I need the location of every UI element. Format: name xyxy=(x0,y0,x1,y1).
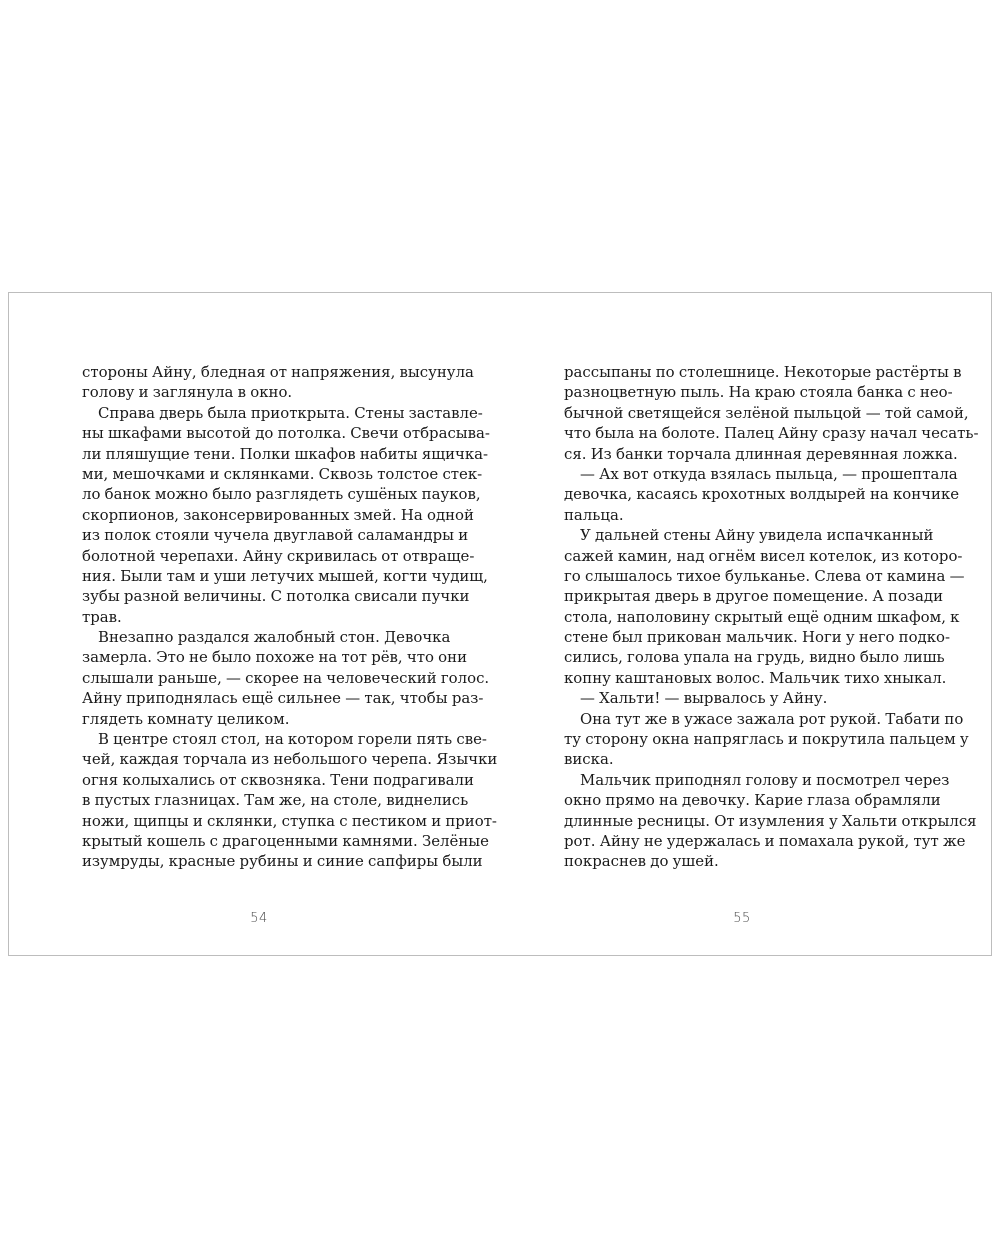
text-line: сажей камин, над огнём висел котелок, из которо- xyxy=(564,546,963,565)
text-line: ножи, щипцы и склянки, ступка с пестиком и приот- xyxy=(82,811,497,830)
text-line: сились, голова упала на грудь, видно было лишь xyxy=(564,648,945,667)
text-line: виска. xyxy=(564,750,614,769)
text-line: ло банок можно было разглядеть сушёных пауков, xyxy=(82,485,481,504)
text-line: ми, мешочками и склянками. Сквозь толстое стек- xyxy=(82,464,483,483)
text-line: Справа дверь была приоткрыта. Стены заставле- xyxy=(98,403,483,422)
text-line: У дальней стены Айну увидела испачканный xyxy=(580,526,934,545)
text-line: разноцветную пыль. На краю стояла банка с нео- xyxy=(564,383,953,402)
text-line: слышали раньше, — скорее на человеческий голос. xyxy=(82,668,490,687)
text-line: ния. Были там и уши летучих мышей, когти чудищ, xyxy=(82,566,488,585)
text-line: крытый кошель с драгоценными камнями. Зелёные xyxy=(82,831,489,850)
text-line: пальца. xyxy=(564,505,624,524)
text-line: рот. Айну не удержалась и помахала рукой, тут же xyxy=(564,831,966,850)
text-line: ли пляшущие тени. Полки шкафов набиты ящичка- xyxy=(82,444,489,463)
page-number-right: 55 xyxy=(733,911,751,926)
text-line: голову и заглянула в окно. xyxy=(82,383,293,402)
text-line: Внезапно раздался жалобный стон. Девочка xyxy=(98,628,451,647)
left-page-text xyxy=(82,362,498,872)
text-line: В центре стоял стол, на котором горели пять све- xyxy=(98,730,487,749)
text-line: ны шкафами высотой до потолка. Свечи отбрасыва- xyxy=(82,424,490,443)
text-line: рассыпаны по столешнице. Некоторые растёрты в xyxy=(564,363,962,381)
text-line: болотной черепахи. Айну скривилась от отвраще- xyxy=(82,546,475,565)
text-line: копну каштановых волос. Мальчик тихо хныкал. xyxy=(564,668,947,687)
text-line: девочка, касаясь крохотных волдырей на кончике xyxy=(564,485,960,504)
text-line: стола, наполовину скрытый ещё одним шкафом, к xyxy=(564,607,960,626)
text-line: стене был прикован мальчик. Ноги у него подко- xyxy=(564,628,951,647)
book-spread xyxy=(8,292,992,956)
text-line: зубы разной величины. С потолка свисали пучки xyxy=(82,587,470,606)
text-line: изумруды, красные рубины и синие сапфиры были xyxy=(82,852,483,871)
text-line: бычной светящейся зелёной пыльцой — той самой, xyxy=(564,403,969,422)
text-line: ся. Из банки торчала длинная деревянная ложка. xyxy=(564,444,958,463)
text-line: — Хальти! — вырвалось у Айну. xyxy=(580,689,828,708)
text-line: что была на болоте. Палец Айну сразу начал чесать- xyxy=(564,424,979,443)
text-line: глядеть комнату целиком. xyxy=(82,709,290,728)
text-line: замерла. Это не было похоже на тот рёв, что они xyxy=(82,648,467,667)
text-line: трав. xyxy=(82,607,122,626)
text-line: прикрытая дверь в другое помещение. А позади xyxy=(564,587,944,606)
text-line: ту сторону окна напряглась и покрутила пальцем у xyxy=(564,730,969,749)
page-number-left: 54 xyxy=(250,911,268,926)
text-line: в пустых глазницах. Там же, на столе, виднелись xyxy=(82,791,469,810)
text-line: чей, каждая торчала из небольшого черепа. Язычки xyxy=(82,750,498,769)
text-line: го слышалось тихое бульканье. Слева от камина — xyxy=(564,566,965,585)
right-page-text xyxy=(564,362,979,872)
text-line: Она тут же в ужасе зажала рот рукой. Табати по xyxy=(580,709,964,728)
text-line: стороны Айну, бледная от напряжения, высунула xyxy=(82,363,474,381)
text-line: окно прямо на девочку. Карие глаза обрамляли xyxy=(564,791,941,810)
text-line: скорпионов, законсервированных змей. На одной xyxy=(82,505,474,524)
text-line: — Ах вот откуда взялась пыльца, — прошептала xyxy=(580,464,958,483)
text-line: Айну приподнялась ещё сильнее — так, чтобы раз- xyxy=(82,689,484,708)
text-line: покраснев до ушей. xyxy=(564,852,719,871)
text-line: из полок стояли чучела двуглавой саламандры и xyxy=(82,526,469,545)
text-line: длинные ресницы. От изумления у Хальти открылся xyxy=(564,811,977,830)
text-line: огня колыхались от сквозняка. Тени подрагивали xyxy=(82,770,474,789)
text-line: Мальчик приподнял голову и посмотрел через xyxy=(580,770,950,789)
